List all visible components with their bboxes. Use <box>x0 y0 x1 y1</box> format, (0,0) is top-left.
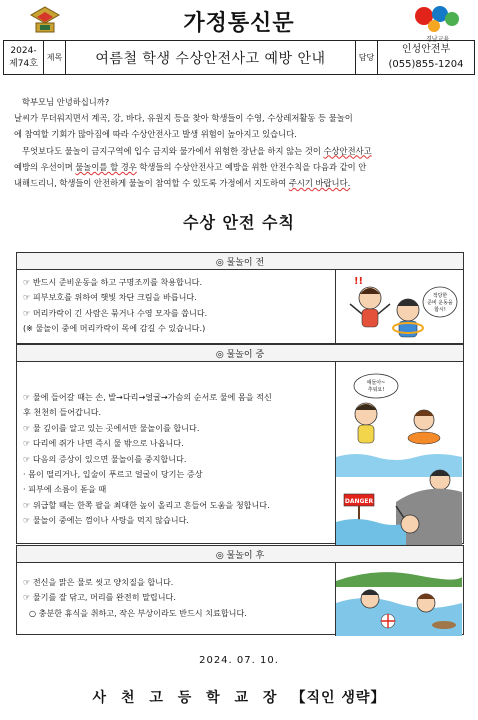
rule-item: · 피부에 소름이 돋을 때 <box>23 484 107 495</box>
bubble-text: 추워요! <box>367 387 385 393</box>
rule-item: ☞ 전신을 맑은 물로 씻고 양치질을 합니다. <box>23 577 174 587</box>
brand-logo <box>412 4 462 43</box>
illustration-swimming <box>335 362 463 545</box>
exclamation-text: !! <box>354 276 364 287</box>
illustration-rest <box>335 563 463 636</box>
greeting-fragment: 내해드리니, 학생들이 안전하게 물놀이 참여할 수 있도록 가정에서 지도하여 <box>14 178 289 189</box>
rule-item: ☞ 반드시 준비운동을 하고 구명조끼를 착용합니다. <box>23 277 203 287</box>
newsletter-title: 가정통신문 <box>183 11 295 36</box>
phone-number: (055)855-1204 <box>388 58 464 70</box>
department-name: 인성안전부 <box>401 44 451 55</box>
rule-item: ☞ 물기를 잘 닦고, 머리를 완전히 말립니다. <box>23 592 176 603</box>
during-swimming-box <box>16 344 464 544</box>
rule-item: ☞ 다음의 증상이 있으면 물놀이를 중지합니다. <box>23 453 187 464</box>
greeting-text <box>14 94 466 191</box>
rule-list <box>17 563 335 636</box>
greeting-line <box>14 159 466 175</box>
bubble-text: 합시! <box>434 307 446 313</box>
seal-omitted: 【직인 생략】 <box>291 690 386 706</box>
rule-item: ☞ 물에 들어갈 때는 손, 발→다리→얼굴→가슴의 순서로 물에 몸을 적신 <box>23 392 272 402</box>
rule-item: 후 천천히 들어갑니다. <box>23 407 102 418</box>
greeting-line: 학부모님 안녕하십니까? <box>22 97 110 107</box>
box-body <box>17 270 463 345</box>
box-header: ◎ 물놀이 중 <box>17 345 463 362</box>
greeting-line <box>14 143 466 159</box>
rule-item: ☞ 다리에 쥐가 나면 즉시 물 밖으로 나옵니다. <box>23 438 184 449</box>
before-swimming-box <box>16 252 464 344</box>
illustration-warmup <box>335 270 463 345</box>
rule-item: ☞ 물놀이 중에는 껌이나 사탕을 먹지 않습니다. <box>23 515 190 526</box>
rule-list <box>17 270 335 345</box>
bubble-text: 준비 운동을 <box>427 300 453 306</box>
bubble-text: 얘들아~ <box>366 380 386 386</box>
issue-date: 2024. 07. 10. <box>199 655 279 666</box>
owner-label: 담당 <box>356 41 378 74</box>
subject-title: 여름철 학생 수상안전사고 예방 안내 <box>66 41 356 74</box>
children-swimming-icon <box>336 362 462 545</box>
box-body <box>17 563 463 636</box>
after-swimming-box <box>16 545 464 635</box>
section-title: 수상 안전 수칙 <box>183 213 295 232</box>
rule-item: (※ 물놀이 중에 머리카락이 목에 감길 수 있습니다.) <box>23 323 206 334</box>
principal-title: 사 천 고 등 학 교 장 <box>92 690 282 706</box>
rule-item: ☞ 머리카락이 긴 사람은 묶거나 수영 모자를 씁니다. <box>23 307 208 318</box>
children-warmup-icon <box>336 270 462 345</box>
greeting-emphasis: 수상안전사고 <box>323 145 372 156</box>
principal-signature <box>0 687 478 707</box>
greeting-fragment: 예방의 우선이며 <box>14 161 76 172</box>
box-header: ◎ 물놀이 전 <box>17 253 463 270</box>
info-bar <box>3 40 475 75</box>
rule-item: ☞ 위급할 때는 한쪽 팔을 최대한 높이 올리고 흔들어 도움을 청합니다. <box>23 499 270 510</box>
brand-logo-icon <box>412 4 462 34</box>
issue-year: 2024- <box>10 45 37 56</box>
greeting-fragment: 무엇보다도 물놀이 금지구역에 입수 금지와 물가에서 위험한 장난을 하지 않는 것이 <box>22 145 324 156</box>
issue-no: 제74호 <box>9 58 38 69</box>
box-body <box>17 362 463 545</box>
rule-item: · 몸이 떨리거나, 입술이 푸르고 얼굴이 당기는 증상 <box>23 469 203 480</box>
bubble-text: 적당한 <box>432 293 448 299</box>
issue-number <box>4 41 44 74</box>
greeting-emphasis: 물놀이를 할 경우 <box>75 161 137 172</box>
rule-item: ☞ 피부보호를 위하여 햇빛 차단 크림을 바릅니다. <box>23 292 197 303</box>
greeting-fragment: 학생들의 수상안전사고 예방을 위한 안전수칙을 다음과 같이 안 <box>136 161 367 172</box>
greeting-line: 날씨가 무더워지면서 계곡, 강, 바다, 유원지 등을 찾아 학생들이 수영, 수상레저활동 등 물놀이 <box>14 113 353 124</box>
rule-list <box>17 362 335 545</box>
contact-info <box>378 41 474 74</box>
box-header: ◎ 물놀이 후 <box>17 546 463 563</box>
greeting-emphasis: 주시기 바랍니다. <box>288 178 351 189</box>
children-resting-icon <box>336 563 462 636</box>
danger-sign-text: DANGER <box>344 498 374 505</box>
title-label: 제목 <box>44 41 66 74</box>
rule-item: ○ 충분한 휴식을 취하고, 작은 부상이라도 반드시 치료합니다. <box>29 607 247 618</box>
greeting-line <box>14 175 466 191</box>
rule-item: ☞ 물 깊이를 알고 있는 곳에서만 물놀이를 합니다. <box>23 422 200 433</box>
greeting-line: 에 참여할 기회가 많아짐에 따라 수상안전사고 발생 위험이 높아지고 있습니다. <box>14 129 297 140</box>
brand-subtitle: 경남교육 <box>426 36 450 43</box>
